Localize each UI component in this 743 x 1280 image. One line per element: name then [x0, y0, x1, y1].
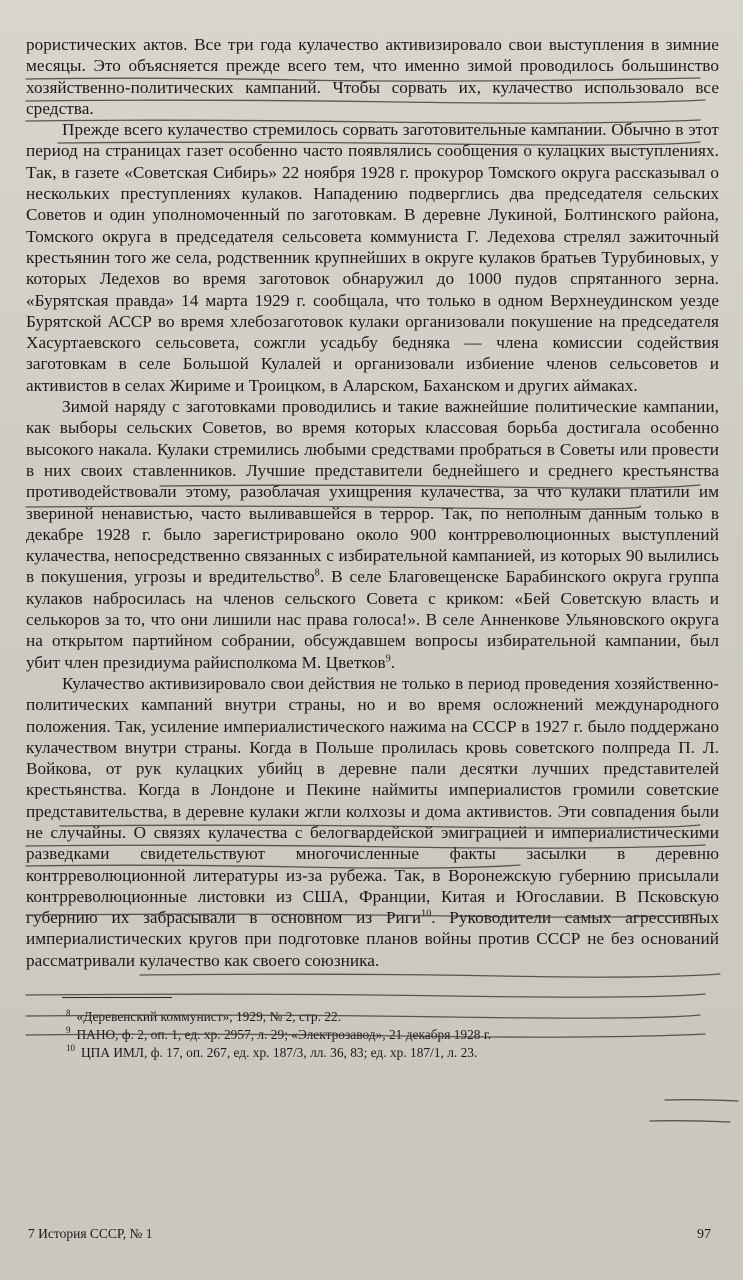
- footnote-ref-10[interactable]: 10: [421, 908, 432, 920]
- paragraph-3-text-c: .: [390, 652, 396, 672]
- footnote-text: ЦПА ИМЛ, ф. 17, оп. 267, ед. хр. 187/3, лл. 36, 83; ед. хр. 187/1, л. 23.: [81, 1044, 478, 1060]
- signature-mark: 7 История СССР, № 1: [28, 1226, 153, 1241]
- footnote-ref-9[interactable]: 9: [385, 652, 391, 664]
- footnote-number: 9: [66, 1025, 71, 1036]
- pencil-line: [650, 1121, 730, 1122]
- paragraph-1: рористических актов. Все три года кулачество активизировало свои выступления в зимние месяцы. Это объясняется прежде всего тем, что именно зимой проводилось большинство хозяйственно-политических кампаний. Чтобы сорвать их, кулачество использовало все средства.: [26, 35, 719, 118]
- page-footer: [28, 1226, 711, 1243]
- paragraph-3-text-b: . В селе Благовещенске Барабинского округа группа кулаков набросилась на членов сельского Совета с криком: «Бей Советскую власть и селькоров за то, что они лишили нас права голоса!». В селе Анненкове Ульяновского округа на открытом партийном собрании, обсуждавшем вопросы избирательной кампании, был убит член президиума райисполкома М. Цветков: [26, 567, 719, 672]
- paragraph-4-text-a: Кулачество активизировало свои действия не только в период проведения хозяйственно-политических кампаний внутри страны, но и во время осложнений международного положения. Так, усиление империалистического нажима на СССР в 1927 г. было поддержано кулачеством внутри страны. Когда в Польше пролилась кровь советского полпреда П. Л. Войкова, от рук кулацких убийц в деревне пали десятки лучших представителей крестьянства. Когда в Лондоне и Пекине наймиты империалистов громили советские представительства, в деревне кулаки жгли колхозы и дома активистов. Эти совпадения были не случайны. О связях кулачества с белогвардейской эмиграцией и империалистическими разведками свидетельствуют многочисленные факты засылки в деревню контрреволюционной литературы из-за рубежа. Так, в Воронежскую губернию присылали контрреволюционные листовки из США, Франции, Китая и Югославии. В Псковскую губернию их забрасывали в основном из Риги: [26, 673, 719, 928]
- footnote-number: 10: [66, 1043, 75, 1054]
- footnotes: [66, 1008, 719, 1061]
- footnote-9: [66, 1026, 719, 1044]
- pencil-line: [665, 1100, 738, 1101]
- main-text: [26, 34, 719, 971]
- paragraph-4-text-b: . Руководители самых агрессивных империалистических кругов при подготовке планов войны против СССР не без оснований рассматривали кулачество как своего союзника.: [26, 908, 719, 970]
- paragraph-2: Прежде всего кулачество стремилось сорвать заготовительные кампании. Обычно в этот период на страницах газет особенно часто появлялись сообщения о кулацких выступлениях. Так, в газете «Советская Сибирь» 22 ноября 1928 г. прокурор Томского округа рассказывал о нескольких преступлениях кулаков. Нападению подверглись два председателя сельских Советов и один уполномоченный по заготовкам. В деревне Лукиной, Болтинского района, Томского округа в председателя сельсовета коммуниста Г. Ледехова стрелял зажиточный крестьянин того же села, родственник крупнейших в округе кулаков братьев Турубиновых, у которых Ледехов во время заготовок обнаружил до 1000 пудов спрятанного зерна. «Бурятская правда» 14 марта 1929 г. сообщала, что только в одном Верхнеудинском уезде Бурятской АССР во время хлебозаготовок кулаки организовали покушение на председателя Хасуртаевского сельсовета, сожгли усадьбу бедняка — члена комиссии содействия заготовкам в селе Большой Кулалей и организовали избиение членов сельсоветов и активистов в селах Жириме и Троицком, в Аларском, Баханском и других аймаках.: [26, 120, 719, 395]
- footnote-number: 8: [66, 1007, 71, 1018]
- footnote-text: «Деревенский коммунист», 1929, № 2, стр. 22.: [76, 1009, 342, 1025]
- paragraph-3-text-a: Зимой наряду с заготовками проводились и такие важнейшие политические кампании, как выборы сельских Советов, во время которых классовая борьба достигала особенно высокого накала. Кулаки стремились любыми средствами пробраться в Советы или провести в них своих ставленников. Лучшие представители беднейшего и среднего крестьянства противодействовали этому, разоблачая ухищрения кулачества, за что кулаки платили им звериной ненавистью, часто выливавшейся в террор. Так, по неполным данным только в декабре 1928 г. было зарегистрировано около 900 контрреволюционных выступлений кулачества, непосредственно связанных с избирательной кампанией, из которых 90 вылились в покушения, угрозы и вредительство: [26, 397, 719, 587]
- footnote-separator: [62, 997, 172, 998]
- page-number: 97: [697, 1227, 711, 1242]
- footnote-8: [66, 1008, 719, 1026]
- footnote-10: [66, 1044, 719, 1062]
- paragraph-3: [26, 396, 719, 673]
- pencil-line: [140, 974, 720, 977]
- paragraph-4: [26, 673, 719, 971]
- footnote-text: ПАНО, ф. 2, оп. 1, ед. хр. 2957, л. 29; «Электрозавод», 21 декабря 1928 г.: [76, 1026, 492, 1042]
- footnote-ref-8[interactable]: 8: [314, 567, 320, 579]
